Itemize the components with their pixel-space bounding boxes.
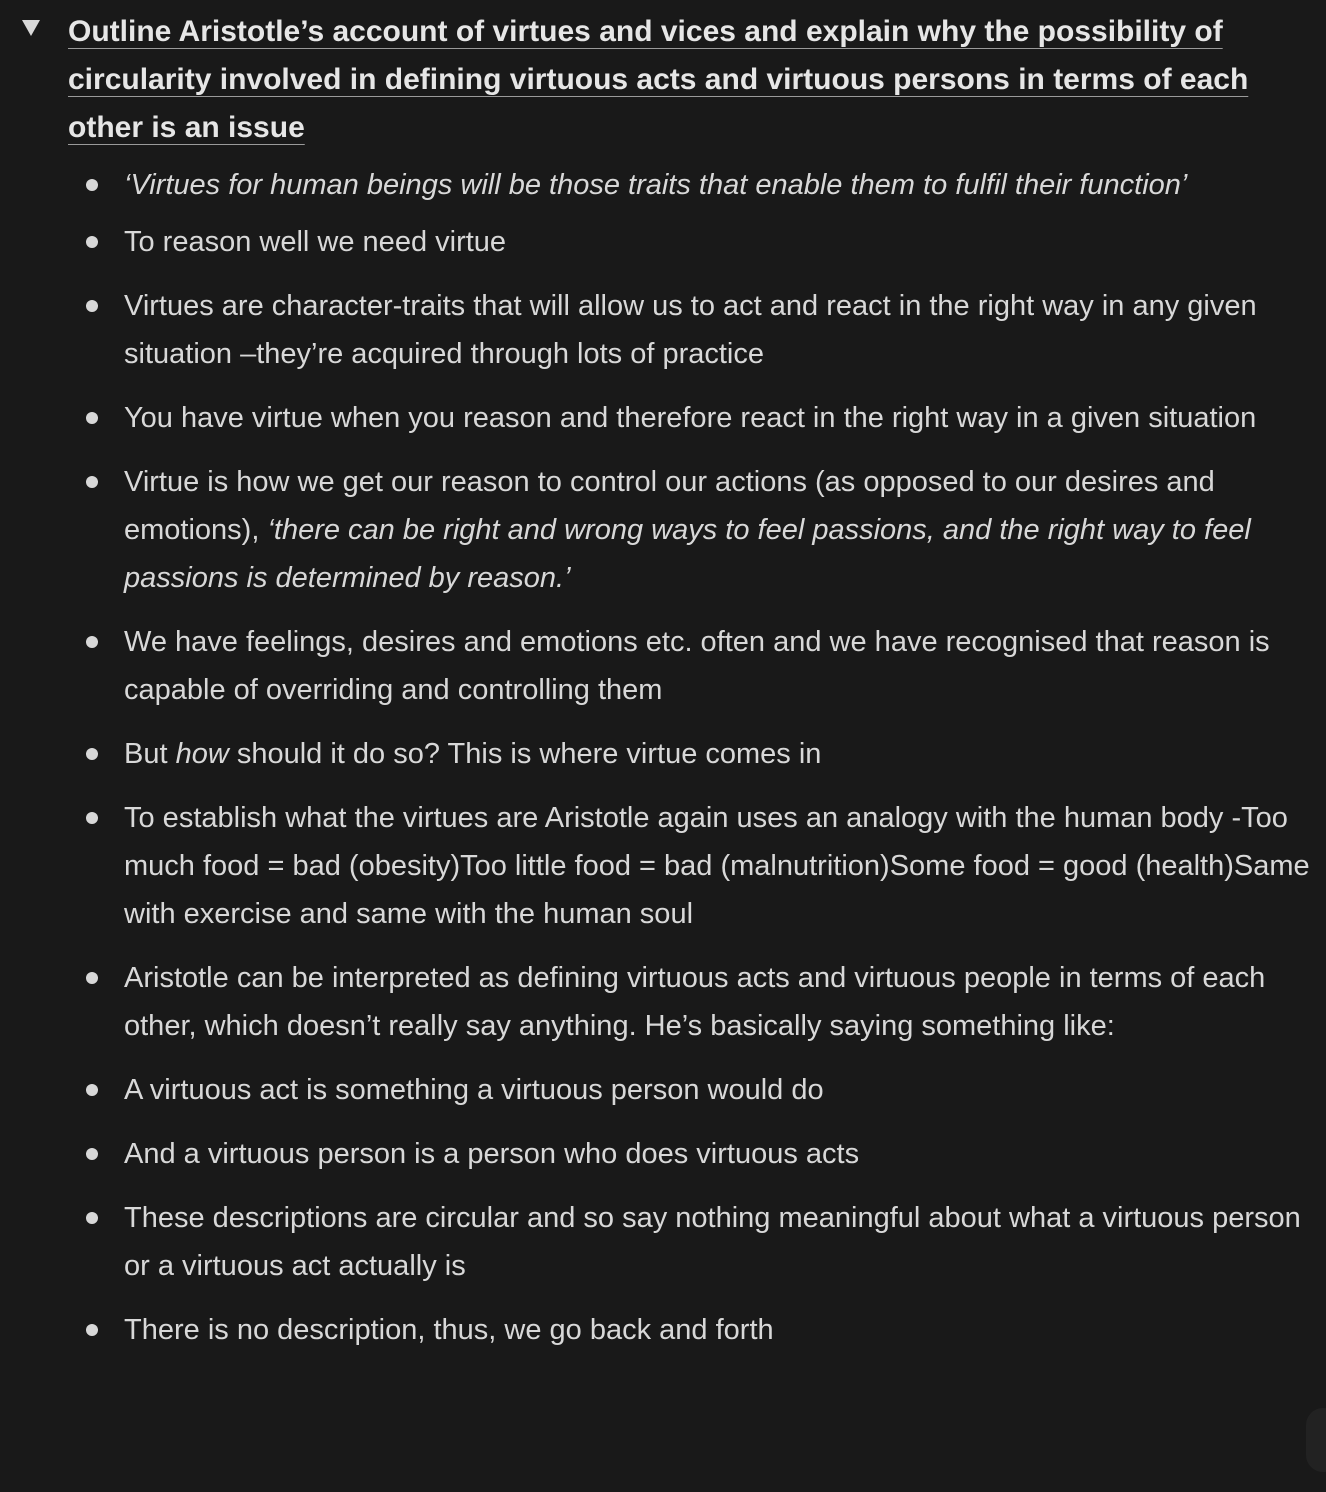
- bullet-dot-icon: [86, 179, 98, 191]
- bullet-dot-icon: [86, 748, 98, 760]
- bullet-dot-icon: [86, 636, 98, 648]
- list-item[interactable]: [0, 730, 1326, 778]
- list-item-text: But: [124, 738, 176, 770]
- list-item[interactable]: [0, 954, 1326, 1050]
- list-item-text: A virtuous act is something a virtuous person would do: [124, 1074, 824, 1106]
- list-item-text: These descriptions are circular and so say nothing meaningful about what a virtuous person or a virtuous act actually is: [124, 1202, 1301, 1282]
- bullet-dot-icon: [86, 412, 98, 424]
- list-item-quote: ‘there can be right and wrong ways to feel passions, and the right way to feel passions is determined by reason.’: [124, 514, 1251, 594]
- list-item[interactable]: [0, 168, 1326, 202]
- list-item-text-tail: should it do so? This is where virtue comes in: [228, 738, 822, 770]
- list-item-text: To establish what the virtues are Aristotle again uses an analogy with the human body -Too much food = bad (obesity)Too little food = bad (malnutrition)Some food = good (health)Same with exercise and same with the human soul: [124, 802, 1310, 930]
- bullet-dot-icon: [86, 300, 98, 312]
- list-item-text: Virtue is how we get our reason to control our actions (as opposed to our desires and emotions),: [124, 466, 1215, 546]
- list-item[interactable]: [0, 282, 1326, 378]
- list-item-text: Aristotle can be interpreted as defining virtuous acts and virtuous people in terms of each other, which doesn’t really say anything. He’s basically saying something like:: [124, 962, 1266, 1042]
- toggle-heading[interactable]: [68, 8, 1316, 152]
- list-item[interactable]: [0, 458, 1326, 602]
- list-item[interactable]: [0, 794, 1326, 938]
- list-item[interactable]: [0, 1194, 1326, 1290]
- scrollbar-thumb[interactable]: [1306, 1408, 1326, 1472]
- list-item[interactable]: [0, 1306, 1326, 1354]
- list-item[interactable]: [0, 394, 1326, 442]
- bullet-dot-icon: [86, 1212, 98, 1224]
- bullet-dot-icon: [86, 1324, 98, 1336]
- toggle-heading-text: Outline Aristotle’s account of virtues and vices and explain why the possibility of circularity involved in defining virtuous acts and virtuous persons in terms of each other is an issue: [68, 15, 1249, 144]
- list-item[interactable]: [0, 1066, 1326, 1114]
- bullet-dot-icon: [86, 1148, 98, 1160]
- list-item[interactable]: [0, 1130, 1326, 1178]
- toggle-arrow-icon[interactable]: [22, 20, 40, 36]
- list-item-text: And a virtuous person is a person who does virtuous acts: [124, 1138, 860, 1170]
- list-item-text: ‘Virtues for human beings will be those traits that enable them to fulfil their function’: [124, 169, 1188, 201]
- list-item-emphasis: how: [175, 738, 229, 770]
- list-item[interactable]: [0, 218, 1326, 266]
- bullet-dot-icon: [86, 1084, 98, 1096]
- bullet-list: [0, 168, 1326, 1370]
- bullet-dot-icon: [86, 972, 98, 984]
- bullet-dot-icon: [86, 236, 98, 248]
- list-item-text: We have feelings, desires and emotions etc. often and we have recognised that reason is capable of overriding and controlling them: [124, 626, 1270, 706]
- list-item[interactable]: [0, 618, 1326, 714]
- list-item-text: There is no description, thus, we go back and forth: [124, 1314, 774, 1346]
- list-item-text: To reason well we need virtue: [124, 226, 507, 258]
- list-item-text: You have virtue when you reason and therefore react in the right way in a given situation: [124, 402, 1257, 434]
- bullet-dot-icon: [86, 812, 98, 824]
- list-item-text: Virtues are character-traits that will allow us to act and react in the right way in any given situation –they’re acquired through lots of practice: [124, 290, 1257, 370]
- bullet-dot-icon: [86, 476, 98, 488]
